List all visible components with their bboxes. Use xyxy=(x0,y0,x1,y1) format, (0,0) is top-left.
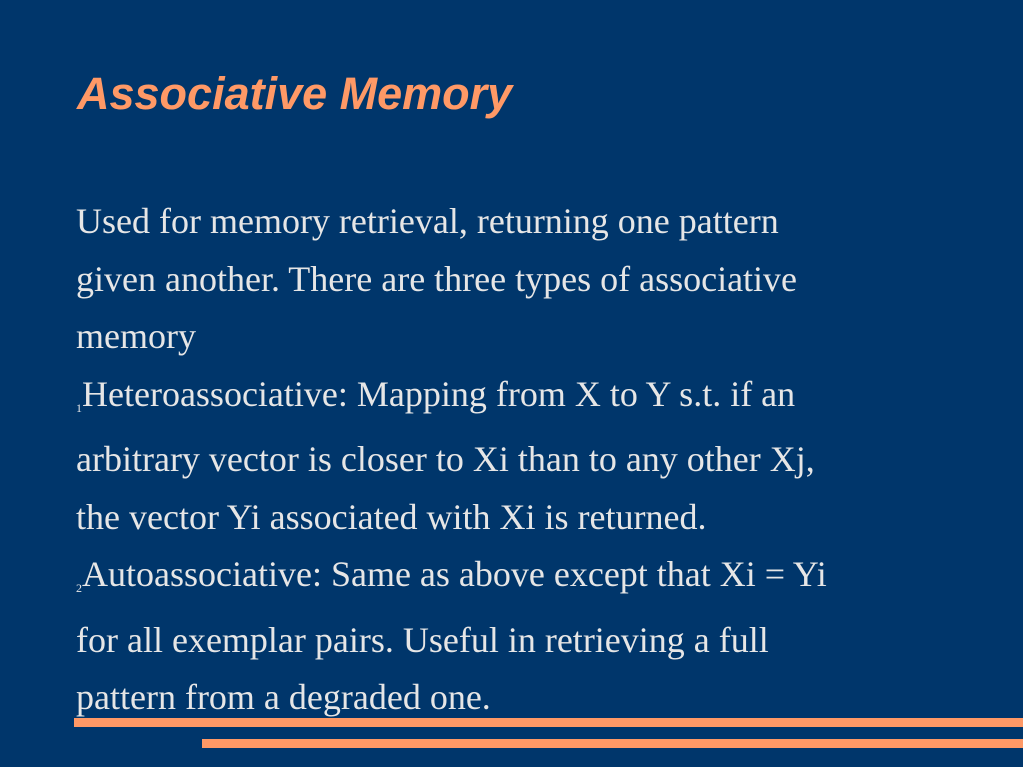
list-item-line: pattern from a degraded one. xyxy=(76,677,491,717)
list-item-line: arbitrary vector is closer to Xi than to any other Xj, xyxy=(76,439,815,479)
list-item-line xyxy=(76,546,976,612)
list-item-text: Autoassociative: Same as above except that Xi = Yi xyxy=(82,554,827,594)
list-item-line: for all exemplar pairs. Useful in retrieving a full xyxy=(76,619,769,660)
list-item-autoassociative xyxy=(76,546,976,727)
intro-line: given another. There are three types of associative xyxy=(76,258,798,299)
slide-body xyxy=(76,193,976,727)
accent-bar-bottom xyxy=(202,739,1023,748)
intro-paragraph xyxy=(76,193,976,366)
list-item-heteroassociative xyxy=(76,366,976,547)
list-item-line: the vector Yi associated with Xi is returned. xyxy=(76,496,707,537)
slide-title: Associative Memory xyxy=(77,68,513,119)
list-item-line xyxy=(76,366,976,432)
list-item-number: 2 xyxy=(76,581,82,595)
list-item-text: Heteroassociative: Mapping from X to Y s.t. if an xyxy=(82,373,796,414)
intro-line: memory xyxy=(76,316,196,356)
list-item-number: 1 xyxy=(76,400,82,415)
accent-bar-top xyxy=(74,718,1023,727)
intro-line: Used for memory retrieval, returning one pattern xyxy=(76,201,779,241)
